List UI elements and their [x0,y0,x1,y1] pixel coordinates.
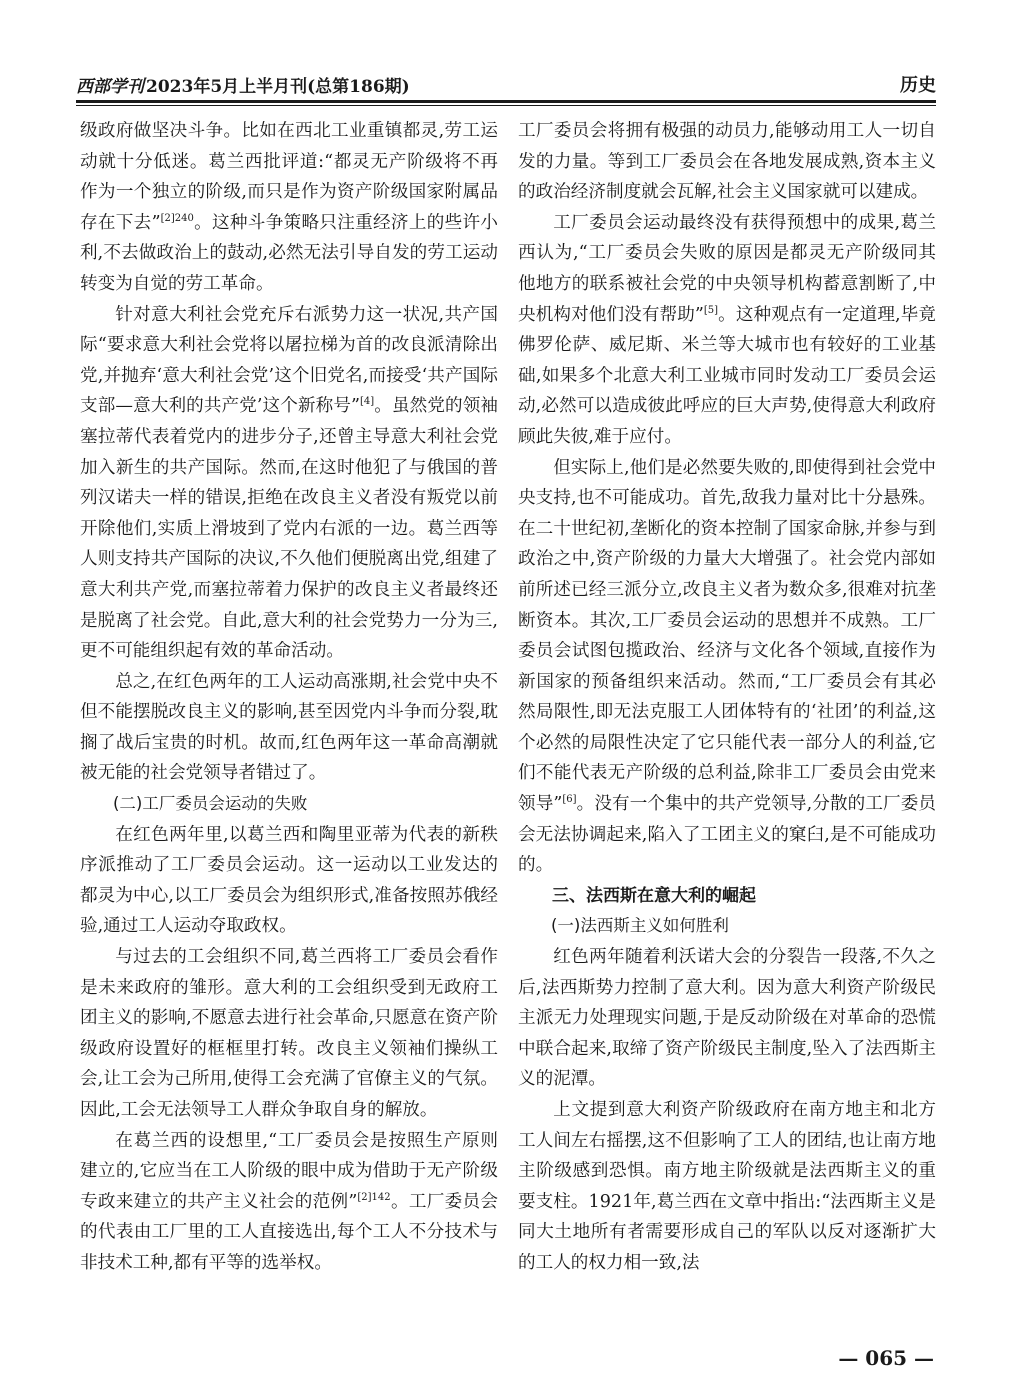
citation: [5] [703,304,719,316]
paragraph: 与过去的工会组织不同,葛兰西将工厂委员会看作是未来政府的雏形。意大利的工会组织受到无政府工团主义的影响,不愿意去进行社会革命,只愿意在资产阶级政府设置好的框框里打转。改良主义领袖们操纵工会,让工会为己所用,使得工会充满了官僚主义的气氛。因此,工会无法领导工人群众争取自身的解放。 [80,947,498,1120]
subsection-heading: (一)法西斯主义如何胜利 [551,916,729,936]
running-header [76,64,936,104]
left-column [80,116,498,1279]
paragraph: 级政府做坚决斗争。比如在西北工业重镇都灵,劳工运动就十分低迷。葛兰西批评道:“都灵无产阶级将不再作为一个独立的阶级,而只是作为资产阶级国家附属品存在下去”$^{[2]240}$。这种斗争策略只注重经济上的些许小利,不去做政治上的鼓动,必然无法引导自发的劳工运动转变为自觉的劳工革命。 [80,121,498,294]
journal-masthead [76,72,410,97]
paragraph: 工厂委员会运动最终没有获得预想中的成果,葛兰西认为,“工厂委员会失败的原因是都灵无产阶级同其他地方的联系被社会党的中央领导机构蓄意割断了,中央机构对他们没有帮助”[5]。这种观点有一定道理,毕竟佛罗伦萨、威尼斯、米兰等大城市也有较好的工业基础,如果多个北意大利工业城市同时发动工厂委员会运动,必然可以造成彼此呼应的巨大声势,使得意大利政府顾此失彼,难于应付。 [518,212,936,447]
paragraph: 红色两年随着利沃诺大会的分裂告一段落,不久之后,法西斯势力控制了意大利。因为意大利资产阶级民主派无力处理现实问题,于是反动阶级在对革命的恐慌中联合起来,取缔了资产阶级民主制度,坠入了法西斯主义的泥潭。 [518,947,936,1090]
subsection-heading: (二)工厂委员会运动的失败 [113,794,308,814]
paragraph: 针对意大利社会党充斥右派势力这一状况,共产国际“要求意大利社会党将以屠拉梯为首的改良派清除出党,并抛弃‘意大利社会党’这个旧党名,而接受‘共产国际支部—意大利的共产党’这个新称号”[4]。虽然党的领袖塞拉蒂代表着党内的进步分子,还曾主导意大利社会党加入新生的共产国际。然而,在这时他犯了与俄国的普列汉诺夫一样的错误,拒绝在改良主义者没有叛党以前开除他们,实质上滑坡到了党内右派的一边。葛兰西等人则支持共产国际的决议,不久他们便脱离出党,组建了意大利共产党,而塞拉蒂着力保护的改良主义者最终还是脱离了社会党。自此,意大利的社会党势力一分为三,更不可能组织起有效的革命活动。 [80,304,498,662]
citation: [6] [562,794,577,806]
citation: [4] [360,396,375,408]
section-label: 历史 [900,75,936,96]
header-rule-thin [76,105,936,106]
section-heading: 三、法西斯在意大利的崛起 [552,885,756,906]
header-rule-thick [76,100,936,103]
journal-logo: 西部学刊 [76,77,144,97]
page-number: — 065 — [838,1346,934,1370]
citation: [2]240 [160,212,194,224]
issue-info: 2023年5月上半月刊(总第186期) [146,77,410,97]
paragraph: 在红色两年里,以葛兰西和陶里亚蒂为代表的新秩序派推动了工厂委员会运动。这一运动以工业发达的都灵为中心,以工厂委员会为组织形式,准备按照苏俄经验,通过工人运动夺取政权。 [80,824,498,937]
paragraph: 在葛兰西的设想里,“工厂委员会是按照生产原则建立的,它应当在工人阶级的眼中成为借助于无产阶级专政来建立的共产主义社会的范例”$^{[2]142}$。工厂委员会的代表由工厂里的工人直接选出,每个工人不分技术与非技术工种,都有平等的选举权。 [80,1130,498,1273]
paragraph: 总之,在红色两年的工人运动高涨期,社会党中央不但不能摆脱改良主义的影响,甚至因党内斗争而分裂,耽搁了战后宝贵的时机。故而,红色两年这一革命高潮就被无能的社会党领导者错过了。 [80,671,498,784]
right-column [518,116,936,1279]
paragraph: 上文提到意大利资产阶级政府在南方地主和北方工人间左右摇摆,这不但影响了工人的团结,也让南方地主阶级感到恐惧。南方地主阶级就是法西斯主义的重要支柱。1921年,葛兰西在文章中指出:“法西斯主义是同大土地所有者需要形成自己的军队以反对逐渐扩大的工人的权力相一致,法 [518,1100,936,1273]
paragraph: 工厂委员会将拥有极强的动员力,能够动用工人一切自发的力量。等到工厂委员会在各地发展成熟,资本主义的政治经济制度就会瓦解,社会主义国家就可以建成。 [518,121,936,203]
citation: [2]142 [357,1191,391,1203]
paragraph: 但实际上,他们是必然要失败的,即使得到社会党中央支持,也不可能成功。首先,敌我力量对比十分悬殊。在二十世纪初,垄断化的资本控制了国家命脉,并参与到政治之中,资产阶级的力量大大增强了。社会党内部如前所述已经三派分立,改良主义者为数众多,很难对抗垄断资本。其次,工厂委员会运动的思想并不成熟。工厂委员会试图包揽政治、经济与文化各个领域,直接作为新国家的预备组织来活动。然而,“工厂委员会有其必然局限性,即无法克服工人团体特有的‘社团’的利益,这个必然的局限性决定了它只能代表一部分人的利益,它们不能代表无产阶级的总利益,除非工厂委员会由党来领导”[6]。没有一个集中的共产党领导,分散的工厂委员会无法协调起来,陷入了工团主义的窠臼,是不可能成功的。 [518,457,936,876]
